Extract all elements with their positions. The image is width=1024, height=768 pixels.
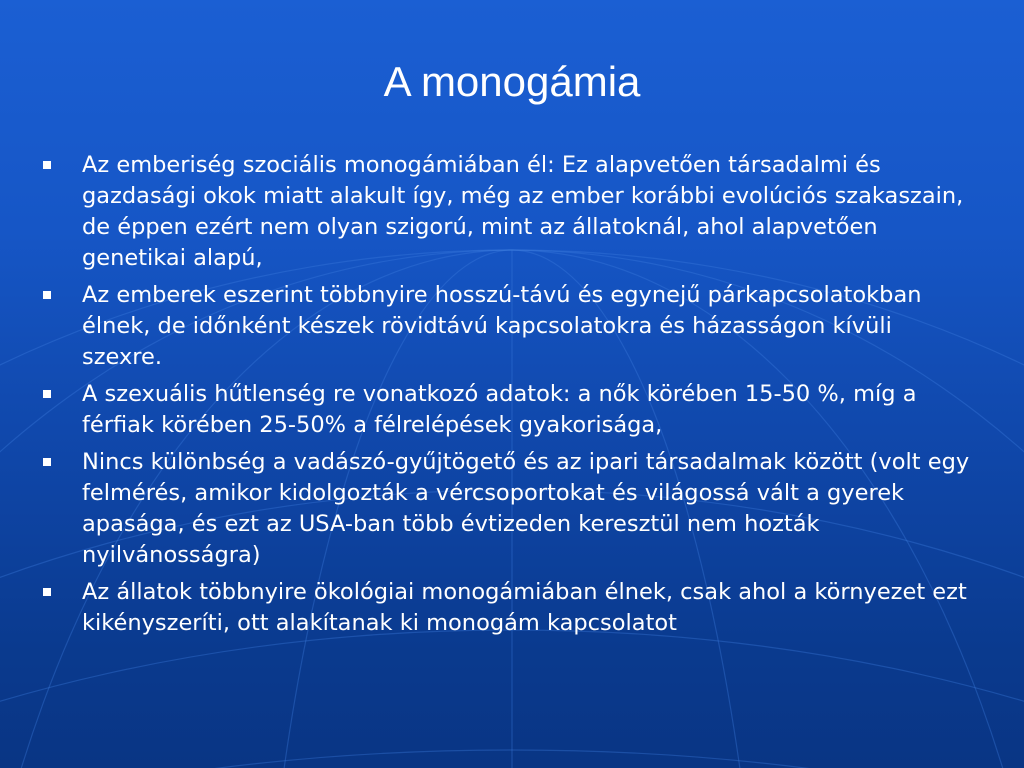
- square-bullet-icon: [43, 390, 51, 398]
- bullet-text: Az emberek eszerint többnyire hosszú-távú és egynejű párkapcsolatokban élnek, de időnként készek rövidtávú kapcsolatokra és házasságon kívüli szexre.: [82, 282, 922, 370]
- bullet-item: [40, 280, 970, 373]
- bullet-item: [40, 379, 970, 441]
- bullet-item: [40, 447, 970, 571]
- slide-title: A monogámia: [383, 58, 641, 105]
- bullet-text: Az állatok többnyire ökológiai monogámiában élnek, csak ahol a környezet ezt kikényszeríti, ott alakítanak ki monogám kapcsolatot: [82, 579, 967, 636]
- square-bullet-icon: [43, 291, 51, 299]
- square-bullet-icon: [43, 588, 51, 596]
- bullet-text: Az emberiség szociális monogámiában él: Ez alapvetően társadalmi és gazdasági okok miatt alakult így, még az ember korábbi evolúciós szakaszain, de éppen ezért nem olyan szigorú, mint az állatoknál, ahol alapvetően genetikai alapú,: [82, 152, 964, 271]
- bullet-item: [40, 577, 970, 639]
- square-bullet-icon: [43, 161, 51, 169]
- bullet-text: A szexuális hűtlenség re vonatkozó adatok: a nők körében 15-50 %, míg a férfiak körében 25-50% a félrelépések gyakorisága,: [82, 381, 917, 438]
- bullet-item: [40, 150, 970, 274]
- square-bullet-icon: [43, 458, 51, 466]
- bullet-list: [40, 150, 970, 645]
- bullet-text: Nincs különbség a vadászó-gyűjtögető és az ipari társadalmak között (volt egy felmérés, amikor kidolgozták a vércsoportokat és világossá vált a gyerek apasága, és ezt az USA-ban több évtizeden keresztül nem hozták nyilvánosságra): [82, 449, 970, 568]
